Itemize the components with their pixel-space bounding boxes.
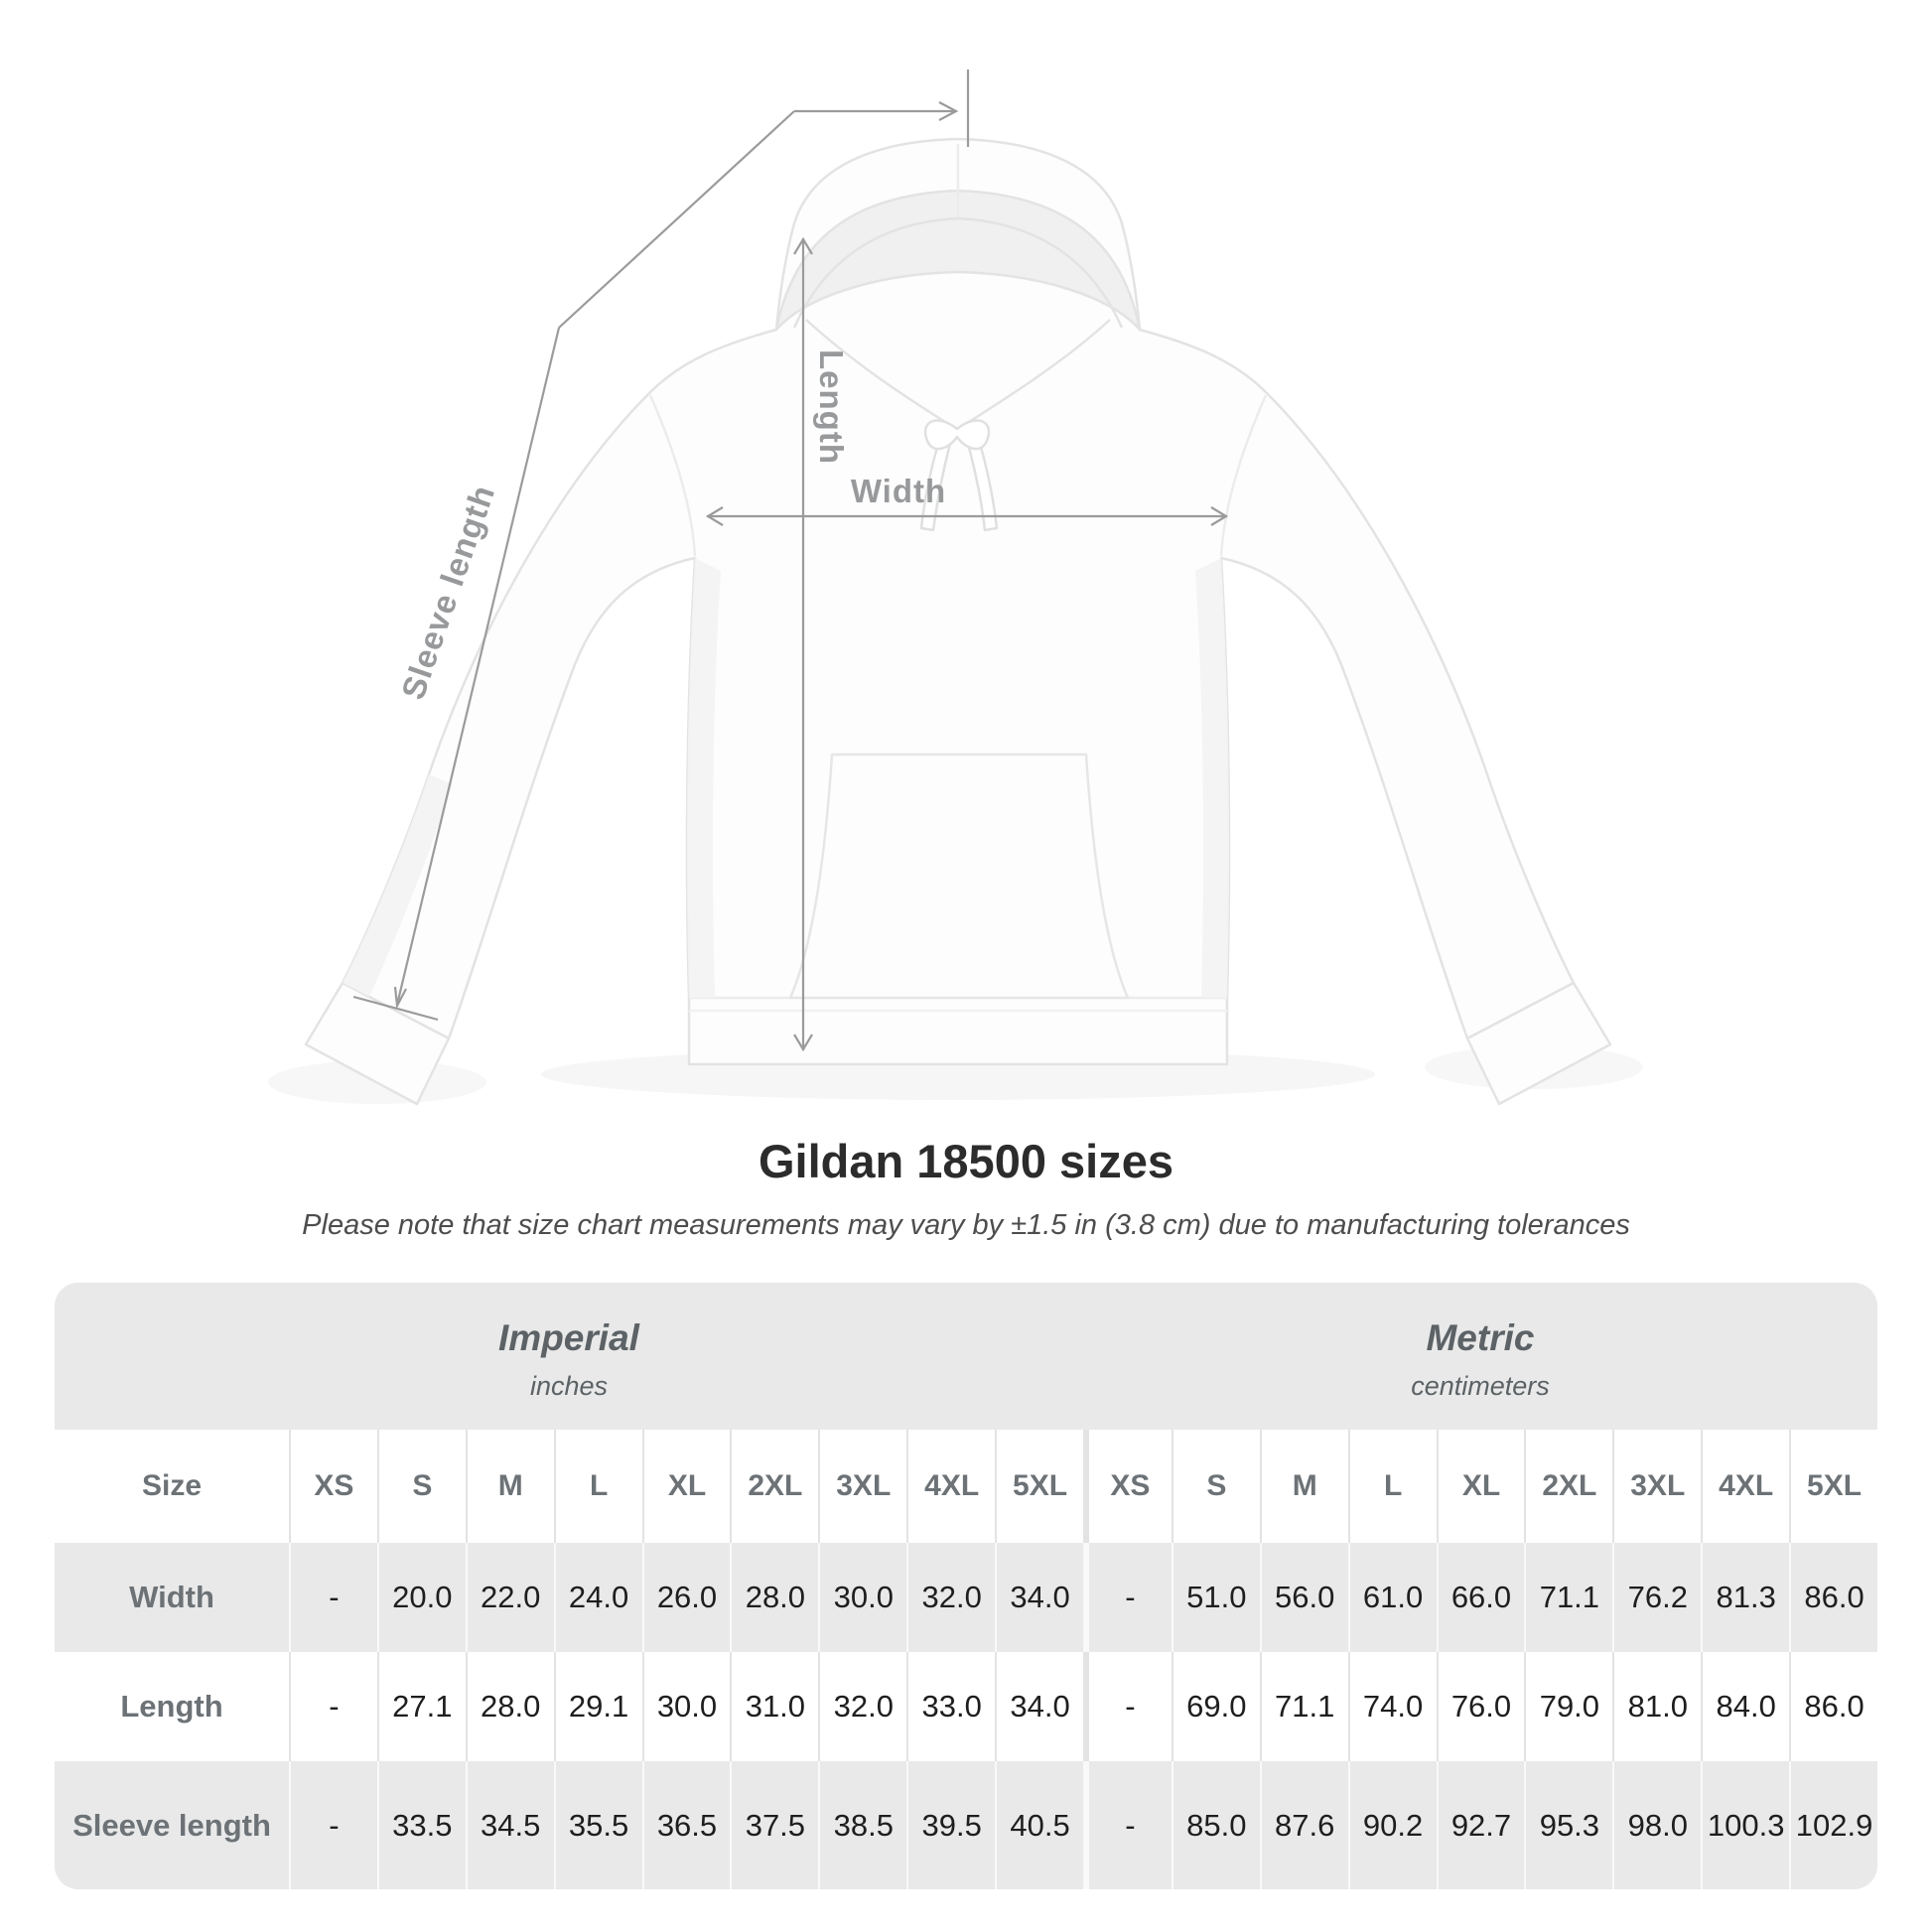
metric-label: Metric xyxy=(1426,1316,1535,1358)
tolerance-note: Please note that size chart measurements may vary by ±1.5 in (3.8 cm) due to manufacturing tolerances xyxy=(302,1209,1630,1241)
row-label: Length xyxy=(55,1652,289,1761)
imperial-value-cell: 26.0 xyxy=(642,1543,731,1652)
imperial-value-cell: 32.0 xyxy=(906,1543,995,1652)
kangaroo-pocket xyxy=(790,755,1128,998)
metric-value-cell: 71.1 xyxy=(1260,1652,1348,1761)
imperial-value-cell: 31.0 xyxy=(730,1652,818,1761)
metric-value-cell: 85.0 xyxy=(1172,1761,1260,1889)
size-column-header: Size xyxy=(55,1430,289,1543)
imperial-value-cell: 38.5 xyxy=(818,1761,906,1889)
imperial-value-cell: 30.0 xyxy=(818,1543,906,1652)
imperial-header xyxy=(55,1283,1083,1430)
metric-value-cell: 79.0 xyxy=(1524,1652,1612,1761)
metric-value-cell: 86.0 xyxy=(1789,1652,1877,1761)
imperial-value-cell: 30.0 xyxy=(642,1652,731,1761)
metric-value-cell: 90.2 xyxy=(1348,1761,1437,1889)
imperial-value-cell: 24.0 xyxy=(554,1543,642,1652)
metric-value-cell: 71.1 xyxy=(1524,1543,1612,1652)
imperial-value-cell: 34.0 xyxy=(995,1652,1083,1761)
imperial-value-cell: 34.5 xyxy=(466,1761,554,1889)
imperial-value-cell: 35.5 xyxy=(554,1761,642,1889)
page-title: Gildan 18500 sizes xyxy=(758,1135,1174,1187)
imperial-value-cell: 29.1 xyxy=(554,1652,642,1761)
metric-value-cell: 84.0 xyxy=(1701,1652,1789,1761)
imperial-value-cell: 34.0 xyxy=(995,1543,1083,1652)
metric-value-cell: 86.0 xyxy=(1789,1543,1877,1652)
metric-value-cell: 81.3 xyxy=(1701,1543,1789,1652)
metric-size-header: 2XL xyxy=(1524,1430,1612,1543)
metric-value-cell: 102.9 xyxy=(1789,1761,1877,1889)
imperial-value-cell: - xyxy=(289,1543,377,1652)
metric-value-cell: 76.2 xyxy=(1612,1543,1701,1652)
imperial-value-cell: 40.5 xyxy=(995,1761,1083,1889)
imperial-value-cell: 22.0 xyxy=(466,1543,554,1652)
row-label: Sleeve length xyxy=(55,1761,289,1889)
metric-value-cell: 100.3 xyxy=(1701,1761,1789,1889)
metric-value-cell: 87.6 xyxy=(1260,1761,1348,1889)
metric-size-header: S xyxy=(1172,1430,1260,1543)
imperial-size-header: 5XL xyxy=(995,1430,1083,1543)
metric-size-header: 5XL xyxy=(1789,1430,1877,1543)
imperial-value-cell: - xyxy=(289,1652,377,1761)
sleeve-length-label: Sleeve length xyxy=(393,480,502,705)
imperial-value-cell: 32.0 xyxy=(818,1652,906,1761)
metric-value-cell: 95.3 xyxy=(1524,1761,1612,1889)
imperial-label: Imperial xyxy=(498,1316,639,1358)
metric-size-header: XS xyxy=(1083,1430,1172,1543)
imperial-size-header: XS xyxy=(289,1430,377,1543)
imperial-value-cell: 33.0 xyxy=(906,1652,995,1761)
width-label: Width xyxy=(850,473,947,509)
metric-size-header: M xyxy=(1260,1430,1348,1543)
imperial-size-header: 2XL xyxy=(730,1430,818,1543)
imperial-size-header: XL xyxy=(642,1430,731,1543)
imperial-size-header: 3XL xyxy=(818,1430,906,1543)
row-label: Width xyxy=(55,1543,289,1652)
imperial-value-cell: 39.5 xyxy=(906,1761,995,1889)
metric-value-cell: 61.0 xyxy=(1348,1543,1437,1652)
title-block xyxy=(0,1134,1932,1188)
imperial-value-cell: - xyxy=(289,1761,377,1889)
metric-value-cell: 51.0 xyxy=(1172,1543,1260,1652)
metric-value-cell: - xyxy=(1083,1761,1172,1889)
imperial-value-cell: 27.1 xyxy=(377,1652,466,1761)
metric-size-header: 3XL xyxy=(1612,1430,1701,1543)
hoodie-image xyxy=(306,139,1610,1104)
metric-value-cell: 74.0 xyxy=(1348,1652,1437,1761)
metric-size-header: L xyxy=(1348,1430,1437,1543)
metric-value-cell: 66.0 xyxy=(1437,1543,1525,1652)
metric-unit: centimeters xyxy=(1411,1370,1550,1401)
metric-header xyxy=(1083,1283,1877,1430)
size-table xyxy=(55,1283,1877,1889)
metric-value-cell: - xyxy=(1083,1652,1172,1761)
metric-value-cell: 76.0 xyxy=(1437,1652,1525,1761)
metric-value-cell: - xyxy=(1083,1543,1172,1652)
imperial-value-cell: 20.0 xyxy=(377,1543,466,1652)
imperial-value-cell: 37.5 xyxy=(730,1761,818,1889)
metric-value-cell: 81.0 xyxy=(1612,1652,1701,1761)
imperial-value-cell: 33.5 xyxy=(377,1761,466,1889)
imperial-size-header: S xyxy=(377,1430,466,1543)
imperial-value-cell: 28.0 xyxy=(466,1652,554,1761)
length-label: Length xyxy=(813,349,850,465)
metric-value-cell: 92.7 xyxy=(1437,1761,1525,1889)
imperial-size-header: M xyxy=(466,1430,554,1543)
imperial-value-cell: 28.0 xyxy=(730,1543,818,1652)
imperial-value-cell: 36.5 xyxy=(642,1761,731,1889)
metric-size-header: XL xyxy=(1437,1430,1525,1543)
metric-value-cell: 56.0 xyxy=(1260,1543,1348,1652)
metric-size-header: 4XL xyxy=(1701,1430,1789,1543)
imperial-unit: inches xyxy=(529,1370,609,1401)
metric-value-cell: 69.0 xyxy=(1172,1652,1260,1761)
imperial-size-header: 4XL xyxy=(906,1430,995,1543)
metric-value-cell: 98.0 xyxy=(1612,1761,1701,1889)
imperial-size-header: L xyxy=(554,1430,642,1543)
